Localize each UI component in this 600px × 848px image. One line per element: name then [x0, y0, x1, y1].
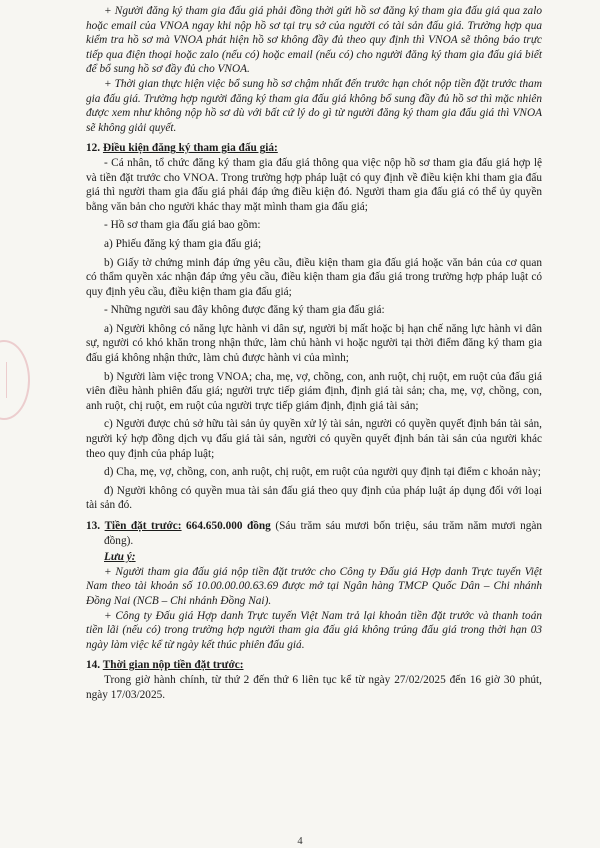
s12-paragraph: đ) Người không có quyền mua tài sản đấu giá theo quy định của pháp luật áp dụng đối với loại tài sản đó.	[86, 484, 542, 512]
s12-paragraph: - Những người sau đây không được đăng ký tham gia đấu giá:	[104, 304, 385, 317]
s12-paragraph: d) Cha, mẹ, vợ, chồng, con, anh ruột, chị ruột, em ruột của người quy định tại điểm c khoản này;	[104, 466, 541, 479]
deposit-amount: 664.650.000 đồng	[186, 520, 271, 532]
note-colon: :	[131, 551, 136, 564]
deposit-amount-words: (Sáu trăm sáu mươi bốn triệu, sáu trăm năm mươi ngàn đồng).	[104, 520, 543, 547]
s12-paragraph: - Cá nhân, tổ chức đăng ký tham gia đấu giá thông qua việc nộp hồ sơ tham gia đấu giá hợp lệ và tiền đặt trước cho VNOA. Trong trường hợp pháp luật có quy định về điều kiện khi tham gia đấu giá thì người tham gia đấu giá phải đáp ứng điều kiện đó. Người tham gia đấu giá có thể ủy quyền bằng văn bản cho người khác thay mặt mình tham gia đấu giá;	[86, 156, 542, 213]
deposit-period-text: Trong giờ hành chính, từ thứ 2 đến thứ 6 liên tục kể từ ngày 27/02/2025 đến 16 giờ 30 phút, ngày 17/03/2025.	[86, 673, 542, 701]
s12-paragraph: b) Giấy tờ chứng minh đáp ứng yêu cầu, điều kiện tham gia đấu giá hoặc văn bản của cơ quan có thẩm quyền xác nhận đáp ứng yêu cầu, điều kiện tham gia đấu giá trong trường hợp pháp luật có quy định yêu cầu, điều kiện tham gia đấu giá;	[86, 256, 542, 298]
section-13-label: Tiền đặt trước:	[104, 520, 182, 532]
red-seal-mark	[6, 362, 27, 398]
section-13-number: 13.	[86, 520, 101, 532]
s12-paragraph: b) Người làm việc trong VNOA; cha, mẹ, vợ, chồng, con, anh ruột, chị ruột, em ruột của đấu giá viên điều hành phiên đấu giá; người trực tiếp giám định, định giá tài sản; cha, mẹ, vợ, chồng, con, anh ruột, chị ruột, em ruột của người trực tiếp giám định, định giá tài sản;	[86, 370, 542, 412]
page-content	[86, 4, 542, 702]
page-number: 4	[297, 836, 303, 847]
section-14-number: 14.	[86, 659, 101, 672]
section-14-heading	[86, 658, 542, 673]
section-12-number: 12.	[86, 142, 101, 155]
note-label: Lưu ý	[104, 551, 132, 564]
section-12-title: Điều kiện đăng ký tham gia đấu giá:	[102, 142, 278, 155]
supplement-deadline-note: + Thời gian thực hiện việc bổ sung hồ sơ chậm nhất đến trước hạn chót nộp tiền đặt trước tham gia đấu giá. Trường hợp người đăng ký tham gia đấu giá không bổ sung đầy đủ hồ sơ thì mặc nhiên được xem như không nộp hồ sơ dù với bất cứ lý do gì từ người đăng ký tham gia đấu giá thì VNOA sẽ không giải quyết.	[86, 77, 542, 134]
s12-paragraph: c) Người được chủ sở hữu tài sản ủy quyền xử lý tài sản, người có quyền quyết định bán tài sản, người ký hợp đồng dịch vụ đấu giá tài sản, người có quyền quyết định bán tài sản của người khác theo quy định của pháp luật;	[86, 418, 542, 460]
s12-paragraph: a) Người không có năng lực hành vi dân sự, người bị mất hoặc bị hạn chế năng lực hành vi dân sự, người có khó khăn trong nhận thức, làm chủ hành vi hoặc người tại thời điểm đăng ký tham gia đấu giá không nhận thức, làm chủ được hành vi của mình;	[86, 322, 542, 365]
note-heading	[86, 550, 542, 565]
registration-submission-note: + Người đăng ký tham gia đấu giá phải đồng thời gửi hồ sơ đăng ký tham gia đấu giá qua zalo hoặc email của VNOA ngay khi nộp hồ sơ tại trụ sở của người có tài sản đấu giá. Trường hợp qua kiểm tra hồ sơ mà VNOA phát hiện hồ sơ không đầy đủ theo quy định thì VNOA sẽ thông báo trực tiếp qua điện thoại hoặc zalo (nếu có) hoặc email (nếu có) cho người đăng ký tham gia đấu giá biết để bổ sung hồ sơ đầy đủ cho VNOA.	[86, 5, 542, 76]
section-13-deposit	[86, 519, 542, 548]
s12-paragraph: - Hồ sơ tham gia đấu giá bao gồm:	[104, 219, 261, 232]
section-12-heading	[86, 141, 542, 156]
s12-paragraph: a) Phiếu đăng ký tham gia đấu giá;	[104, 237, 262, 250]
section-14-title: Thời gian nộp tiền đặt trước:	[102, 659, 244, 672]
deposit-refund-note: + Công ty Đấu giá Hợp danh Trực tuyến Việt Nam trả lại khoản tiền đặt trước và thanh toán tiền lãi (nếu có) trong trường hợp người tham gia đấu giá không trúng đấu giá trong thời hạn 03 ngày làm việc kể từ ngày kết thúc phiên đấu giá.	[86, 609, 542, 651]
deposit-account-note: + Người tham gia đấu giá nộp tiền đặt trước cho Công ty Đấu giá Hợp danh Trực tuyến Việt Nam theo tài khoản số 10.00.00.00.63.69 được mở tại Ngân hàng TMCP Quốc Dân – Chi nhánh Đồng Nai (NCB – Chi nhánh Đồng Nai).	[86, 565, 542, 607]
